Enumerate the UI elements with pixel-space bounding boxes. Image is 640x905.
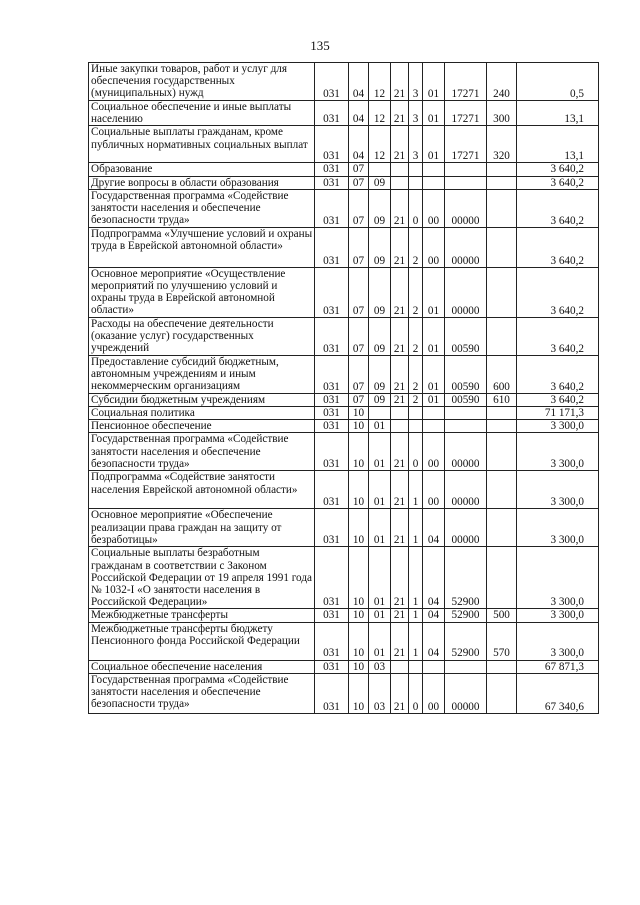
amount-cell: 3 640,2 [517,393,599,406]
subprogram-code-cell: 1 [409,509,423,547]
section-code-cell: 10 [349,509,369,547]
admin-code-cell: 031 [315,101,349,126]
amount-cell: 3 640,2 [517,227,599,267]
subprogram-code-cell [409,407,423,420]
item-name-cell: Социальные выплаты безработным гражданам в соответствии с Законом Российской Федерации от 19 апреля 1991 года № 1032-I «О занятости населения в Российской Федерации» [89,547,315,609]
direction-code-cell: 00000 [445,189,487,227]
expense-type-cell [487,420,517,433]
program-code-cell [391,407,409,420]
subprogram-code-cell: 2 [409,355,423,393]
table-row [89,433,599,471]
admin-code-cell: 031 [315,622,349,660]
direction-code-cell: 00000 [445,267,487,317]
expense-type-cell [487,660,517,673]
section-code-cell: 10 [349,471,369,509]
admin-code-cell: 031 [315,163,349,176]
activity-code-cell: 04 [423,547,445,609]
subsection-code-cell: 01 [369,433,391,471]
program-code-cell: 21 [391,126,409,163]
program-code-cell: 21 [391,509,409,547]
subsection-code-cell: 01 [369,420,391,433]
subsection-code-cell: 09 [369,393,391,406]
section-code-cell: 04 [349,63,369,101]
expense-type-cell [487,407,517,420]
expense-type-cell [487,227,517,267]
amount-cell: 3 640,2 [517,317,599,355]
subprogram-code-cell: 3 [409,126,423,163]
admin-code-cell: 031 [315,433,349,471]
table-row [89,227,599,267]
direction-code-cell [445,163,487,176]
direction-code-cell [445,660,487,673]
item-name-cell: Основное мероприятие «Обеспечение реализации права граждан на защиту от безработицы» [89,509,315,547]
expense-type-cell: 300 [487,101,517,126]
table-row [89,673,599,713]
subprogram-code-cell [409,163,423,176]
direction-code-cell: 00000 [445,227,487,267]
item-name-cell: Государственная программа «Содействие занятости населения и обеспечение безопасности труда» [89,189,315,227]
admin-code-cell: 031 [315,227,349,267]
expense-type-cell: 610 [487,393,517,406]
item-name-cell: Социальное обеспечение населения [89,660,315,673]
subsection-code-cell: 09 [369,189,391,227]
admin-code-cell: 031 [315,317,349,355]
activity-code-cell: 01 [423,126,445,163]
table-row [89,609,599,622]
item-name-cell: Образование [89,163,315,176]
amount-cell: 71 171,3 [517,407,599,420]
section-code-cell: 07 [349,355,369,393]
admin-code-cell: 031 [315,420,349,433]
item-name-cell: Государственная программа «Содействие занятости населения и обеспечение безопасности труда» [89,433,315,471]
activity-code-cell: 01 [423,101,445,126]
subsection-code-cell: 01 [369,547,391,609]
direction-code-cell: 00590 [445,317,487,355]
program-code-cell: 21 [391,673,409,713]
expense-type-cell [487,176,517,189]
activity-code-cell: 04 [423,609,445,622]
amount-cell: 13,1 [517,101,599,126]
activity-code-cell: 00 [423,673,445,713]
expense-type-cell [487,471,517,509]
expense-type-cell [487,673,517,713]
section-code-cell: 10 [349,420,369,433]
section-code-cell: 07 [349,317,369,355]
section-code-cell: 10 [349,622,369,660]
table-row [89,317,599,355]
subprogram-code-cell: 3 [409,101,423,126]
admin-code-cell: 031 [315,355,349,393]
subprogram-code-cell: 2 [409,393,423,406]
section-code-cell: 10 [349,609,369,622]
activity-code-cell: 01 [423,63,445,101]
item-name-cell: Основное мероприятие «Осуществление мероприятий по улучшению условий и охраны труда в Еврейской автономной области» [89,267,315,317]
direction-code-cell: 52900 [445,547,487,609]
amount-cell: 3 300,0 [517,433,599,471]
admin-code-cell: 031 [315,660,349,673]
admin-code-cell: 031 [315,609,349,622]
subprogram-code-cell: 1 [409,471,423,509]
admin-code-cell: 031 [315,126,349,163]
admin-code-cell: 031 [315,189,349,227]
activity-code-cell: 00 [423,433,445,471]
table-row [89,163,599,176]
program-code-cell: 21 [391,355,409,393]
section-code-cell: 10 [349,407,369,420]
item-name-cell: Другие вопросы в области образования [89,176,315,189]
expense-type-cell [487,433,517,471]
budget-table [88,62,599,714]
activity-code-cell [423,660,445,673]
activity-code-cell: 00 [423,471,445,509]
direction-code-cell: 00000 [445,471,487,509]
table-row [89,267,599,317]
subsection-code-cell: 12 [369,63,391,101]
table-row [89,355,599,393]
program-code-cell: 21 [391,622,409,660]
subsection-code-cell: 09 [369,355,391,393]
admin-code-cell: 031 [315,471,349,509]
section-code-cell: 10 [349,673,369,713]
direction-code-cell: 00000 [445,673,487,713]
item-name-cell: Социальная политика [89,407,315,420]
program-code-cell: 21 [391,189,409,227]
subsection-code-cell: 12 [369,126,391,163]
table-row [89,393,599,406]
table-row [89,407,599,420]
direction-code-cell [445,407,487,420]
expense-type-cell [487,189,517,227]
admin-code-cell: 031 [315,509,349,547]
admin-code-cell: 031 [315,176,349,189]
item-name-cell: Подпрограмма «Улучшение условий и охраны труда в Еврейской автономной области» [89,227,315,267]
amount-cell: 3 640,2 [517,355,599,393]
expense-type-cell [487,509,517,547]
amount-cell: 3 640,2 [517,267,599,317]
expense-type-cell: 600 [487,355,517,393]
subsection-code-cell: 03 [369,660,391,673]
direction-code-cell: 17271 [445,126,487,163]
activity-code-cell: 01 [423,393,445,406]
amount-cell: 3 300,0 [517,471,599,509]
admin-code-cell: 031 [315,673,349,713]
table-row [89,660,599,673]
activity-code-cell: 04 [423,622,445,660]
section-code-cell: 07 [349,189,369,227]
subprogram-code-cell [409,176,423,189]
amount-cell: 0,5 [517,63,599,101]
amount-cell: 3 300,0 [517,420,599,433]
amount-cell: 67 871,3 [517,660,599,673]
table-row [89,176,599,189]
program-code-cell: 21 [391,317,409,355]
direction-code-cell: 00590 [445,355,487,393]
expense-type-cell: 570 [487,622,517,660]
amount-cell: 3 300,0 [517,547,599,609]
subprogram-code-cell: 1 [409,609,423,622]
subprogram-code-cell: 0 [409,189,423,227]
budget-table-body [89,63,599,714]
subsection-code-cell: 01 [369,622,391,660]
subsection-code-cell: 09 [369,267,391,317]
program-code-cell: 21 [391,63,409,101]
table-row [89,189,599,227]
direction-code-cell: 00590 [445,393,487,406]
item-name-cell: Межбюджетные трансферты [89,609,315,622]
section-code-cell: 07 [349,393,369,406]
activity-code-cell [423,420,445,433]
admin-code-cell: 031 [315,547,349,609]
item-name-cell: Пенсионное обеспечение [89,420,315,433]
admin-code-cell: 031 [315,407,349,420]
amount-cell: 3 300,0 [517,622,599,660]
admin-code-cell: 031 [315,267,349,317]
admin-code-cell: 031 [315,393,349,406]
item-name-cell: Расходы на обеспечение деятельности (оказание услуг) государственных учреждений [89,317,315,355]
direction-code-cell [445,176,487,189]
table-row [89,126,599,163]
subprogram-code-cell: 2 [409,267,423,317]
program-code-cell: 21 [391,609,409,622]
table-row [89,63,599,101]
subsection-code-cell: 09 [369,176,391,189]
activity-code-cell: 04 [423,509,445,547]
program-code-cell: 21 [391,267,409,317]
direction-code-cell: 00000 [445,509,487,547]
section-code-cell: 10 [349,433,369,471]
amount-cell: 3 640,2 [517,176,599,189]
item-name-cell: Предоставление субсидий бюджетным, автономным учреждениям и иным некоммерческим организациям [89,355,315,393]
program-code-cell: 21 [391,471,409,509]
program-code-cell [391,163,409,176]
item-name-cell: Субсидии бюджетным учреждениям [89,393,315,406]
subprogram-code-cell [409,420,423,433]
subsection-code-cell: 09 [369,227,391,267]
section-code-cell: 10 [349,660,369,673]
expense-type-cell [487,163,517,176]
program-code-cell: 21 [391,227,409,267]
program-code-cell: 21 [391,547,409,609]
amount-cell: 3 300,0 [517,509,599,547]
item-name-cell: Социальные выплаты гражданам, кроме публичных нормативных социальных выплат [89,126,315,163]
amount-cell: 3 640,2 [517,189,599,227]
item-name-cell: Межбюджетные трансферты бюджету Пенсионного фонда Российской Федерации [89,622,315,660]
expense-type-cell: 320 [487,126,517,163]
direction-code-cell: 52900 [445,609,487,622]
page-number: 135 [310,38,330,53]
activity-code-cell [423,407,445,420]
direction-code-cell: 00000 [445,433,487,471]
subsection-code-cell: 03 [369,673,391,713]
direction-code-cell: 17271 [445,101,487,126]
table-row [89,509,599,547]
table-row [89,420,599,433]
subprogram-code-cell [409,660,423,673]
expense-type-cell: 500 [487,609,517,622]
item-name-cell: Подпрограмма «Содействие занятости населения Еврейской автономной области» [89,471,315,509]
activity-code-cell: 01 [423,355,445,393]
subprogram-code-cell: 2 [409,227,423,267]
table-row [89,471,599,509]
program-code-cell [391,420,409,433]
subprogram-code-cell: 0 [409,673,423,713]
section-code-cell: 07 [349,227,369,267]
subsection-code-cell: 01 [369,471,391,509]
program-code-cell: 21 [391,101,409,126]
amount-cell: 13,1 [517,126,599,163]
table-row [89,101,599,126]
expense-type-cell [487,317,517,355]
table-row [89,547,599,609]
section-code-cell: 04 [349,126,369,163]
subsection-code-cell: 09 [369,317,391,355]
section-code-cell: 07 [349,176,369,189]
expense-type-cell [487,547,517,609]
subsection-code-cell: 01 [369,609,391,622]
subprogram-code-cell: 1 [409,547,423,609]
expense-type-cell [487,267,517,317]
program-code-cell: 21 [391,393,409,406]
section-code-cell: 07 [349,267,369,317]
subsection-code-cell: 01 [369,509,391,547]
subprogram-code-cell: 1 [409,622,423,660]
amount-cell: 3 640,2 [517,163,599,176]
admin-code-cell: 031 [315,63,349,101]
subprogram-code-cell: 0 [409,433,423,471]
section-code-cell: 07 [349,163,369,176]
activity-code-cell [423,176,445,189]
subsection-code-cell [369,163,391,176]
subsection-code-cell [369,407,391,420]
item-name-cell: Государственная программа «Содействие занятости населения и обеспечение безопасности труда» [89,673,315,713]
activity-code-cell: 00 [423,227,445,267]
direction-code-cell: 52900 [445,622,487,660]
activity-code-cell [423,163,445,176]
subprogram-code-cell: 3 [409,63,423,101]
item-name-cell: Социальное обеспечение и иные выплаты населению [89,101,315,126]
program-code-cell [391,176,409,189]
direction-code-cell: 17271 [445,63,487,101]
activity-code-cell: 01 [423,267,445,317]
section-code-cell: 10 [349,547,369,609]
expense-type-cell: 240 [487,63,517,101]
amount-cell: 3 300,0 [517,609,599,622]
program-code-cell: 21 [391,433,409,471]
direction-code-cell [445,420,487,433]
activity-code-cell: 00 [423,189,445,227]
item-name-cell: Иные закупки товаров, работ и услуг для обеспечения государственных (муниципальных) нужд [89,63,315,101]
table-row [89,622,599,660]
amount-cell: 67 340,6 [517,673,599,713]
activity-code-cell: 01 [423,317,445,355]
subsection-code-cell: 12 [369,101,391,126]
subprogram-code-cell: 2 [409,317,423,355]
program-code-cell [391,660,409,673]
section-code-cell: 04 [349,101,369,126]
